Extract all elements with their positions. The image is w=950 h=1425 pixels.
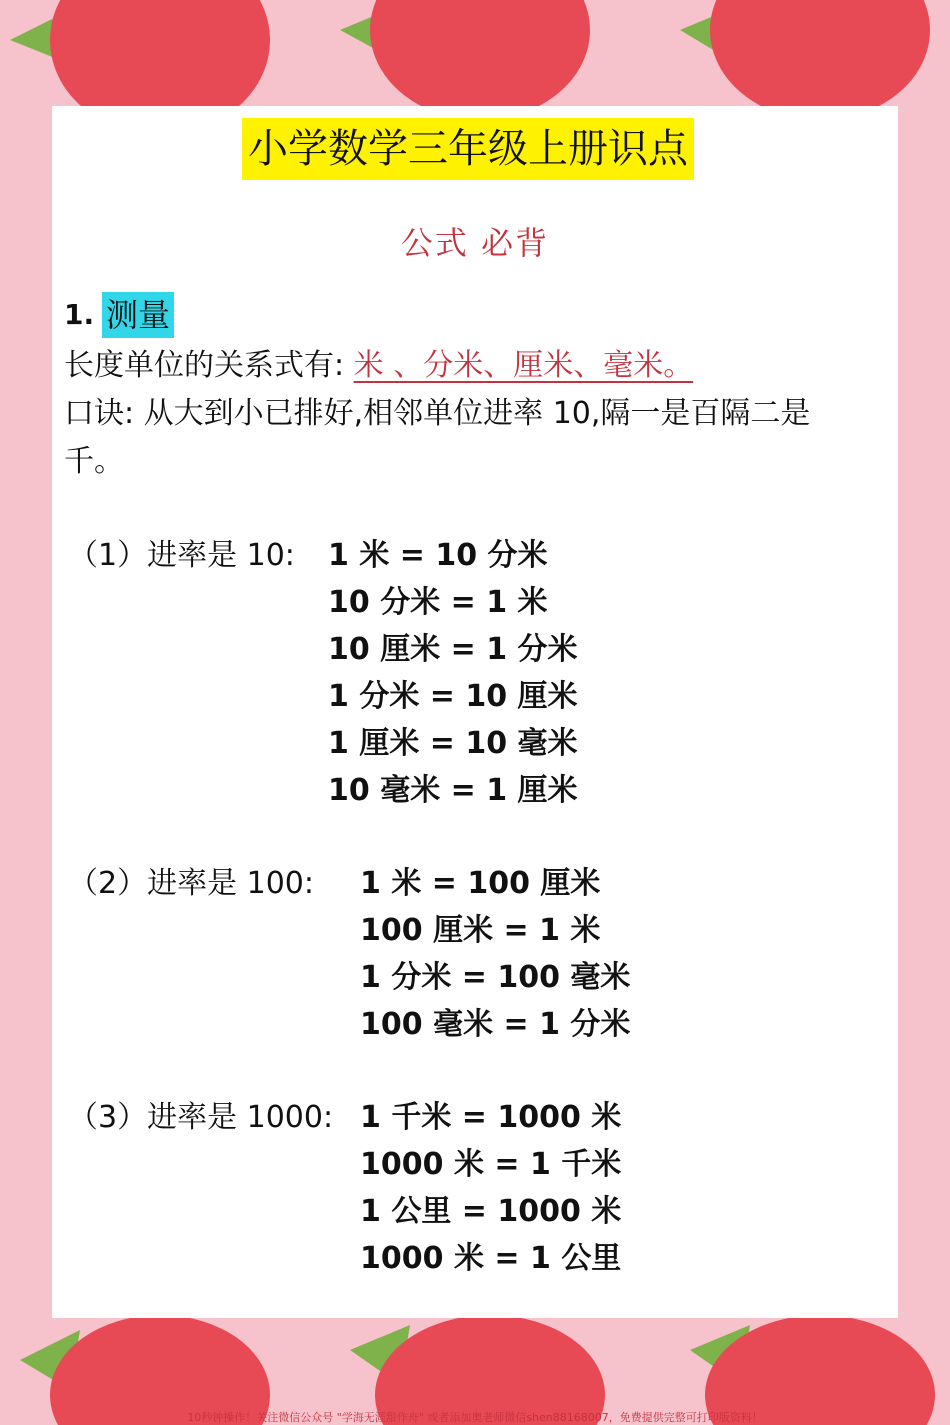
footer-note: 10秒钟操作！关注微信公众号 "学海无涯甜作舟" 或者添加奥老师微信shen88168007，免费提供完整可打印版资料！ <box>187 1411 763 1424</box>
group-label: （1）进率是 10: <box>68 538 295 573</box>
formula: 1 千米 = 1000 米 <box>360 1100 622 1135</box>
formula: 10 毫米 = 1 厘米 <box>328 773 578 808</box>
relation-label: 长度单位的关系式有: <box>64 348 345 383</box>
formula: 1000 米 = 1 公里 <box>360 1241 622 1276</box>
formula: 10 厘米 = 1 分米 <box>328 632 578 667</box>
rhyme-line-2: 千。 <box>64 444 124 479</box>
formula: 1 厘米 = 10 毫米 <box>328 726 578 761</box>
page-subtitle: 公式 必背 <box>400 224 550 262</box>
strawberry-icon <box>680 0 930 120</box>
formula: 100 厘米 = 1 米 <box>360 913 601 948</box>
page-title: 小学数学三年级上册识点 <box>242 118 694 180</box>
formula: 1 公里 = 1000 米 <box>360 1194 622 1229</box>
section-title: 测量 <box>102 292 174 338</box>
section-number: 1. <box>64 298 95 331</box>
strawberry-icon <box>340 0 590 120</box>
relation-line <box>64 340 693 384</box>
formula: 100 毫米 = 1 分米 <box>360 1007 631 1042</box>
formula: 1 米 = 10 分米 <box>328 538 548 573</box>
rhyme-line-1: 口诀: 从大到小已排好,相邻单位进率 10,隔一是百隔二是 <box>64 396 811 431</box>
formula: 1 米 = 100 厘米 <box>360 866 601 901</box>
relation-units: 米 、分米、厘米、毫米。 <box>353 348 694 383</box>
formula: 1000 米 = 1 千米 <box>360 1147 622 1182</box>
formula: 1 分米 = 100 毫米 <box>360 960 631 995</box>
formula: 10 分米 = 1 米 <box>328 585 548 620</box>
formula: 1 分米 = 10 厘米 <box>328 679 578 714</box>
group-label: （2）进率是 100: <box>68 866 314 901</box>
group-label: （3）进率是 1000: <box>68 1100 334 1135</box>
